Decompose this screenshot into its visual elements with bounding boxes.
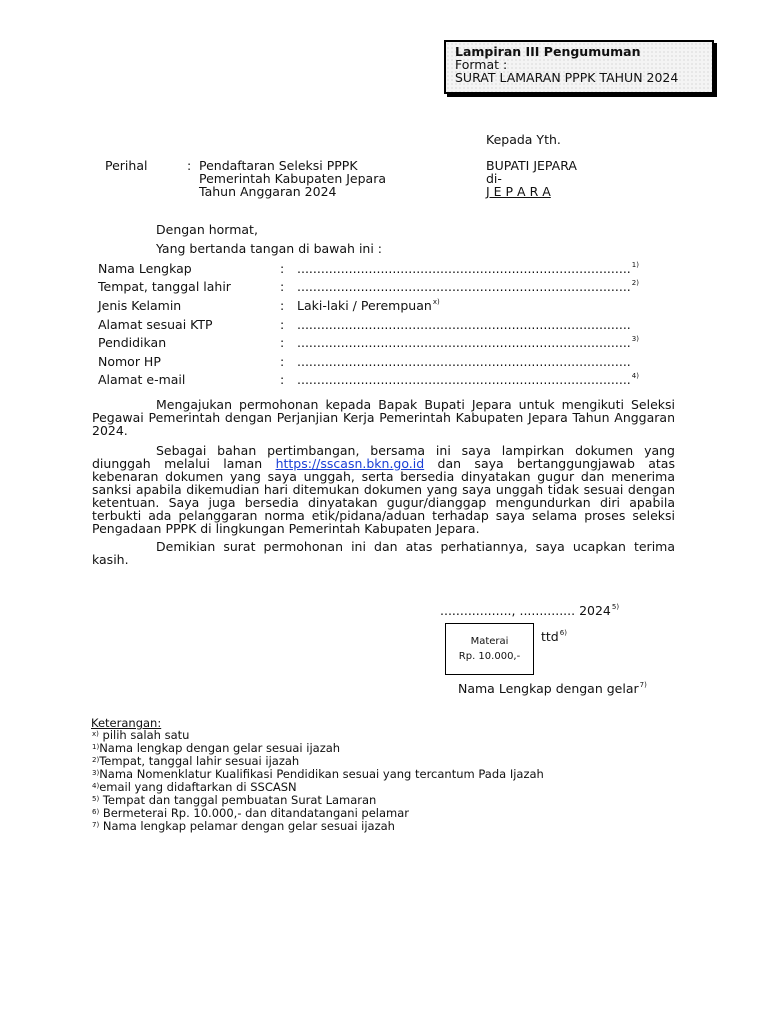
field-label: Jenis Kelamin [98,298,182,313]
paragraph-text: Demikian surat permohonan ini dan atas perhatiannya, saya ucapkan terima kasih. [92,539,675,567]
field-value-text: .................................................................................... [297,372,631,387]
field-value-text: .................................................................................... [297,261,631,276]
place-date-note: 5) [611,603,620,611]
note-text: Nama lengkap dengan gelar sesuai ijazah [99,741,341,755]
field-value [297,373,639,387]
note-text: Tempat dan tanggal pembuatan Surat Lamaran [99,793,377,807]
note-mark: 2) [92,756,100,764]
field-colon: : [280,279,285,294]
field-label: Nomor HP [98,354,161,369]
note-mark: x) [92,730,99,738]
place-date-text: .................., .............. 2024 [440,603,611,618]
field-value [297,318,632,332]
paragraph-text: dan saya bertanggungjawab atas kebenaran dokumen yang saya unggah, serta bersedia dinyatakan gugur dan menerima sanksi apabila dikemudian hari ditemukan dokumen yang saya unggah tidak sesuai dengan ketentuan. Saya juga bersedia dinyatakan gugur/dianggap mengundurkan diri apabila terbukti ada pelanggaran norma etik/pidana/aduan terhadap saya selama proses seleksi Pengadaan PPPK di lingkungan Pemerintah Kabupaten Jepara. [92,456,675,536]
field-value-text: Laki-laki / Perempuan [297,298,432,313]
field-value-text: .................................................................................... [297,354,631,369]
field-label: Tempat, tanggal lahir [98,279,231,294]
paragraph-text: Mengajukan permohonan kepada Bapak Bupati Jepara untuk mengikuti Seleksi Pegawai Pemerintah dengan Perjanjian Kerja Pemerintah Kabupaten Jepara Tahun Anggaran 2024. [92,397,675,438]
stamp-box [445,623,534,675]
note-text: Bermeterai Rp. 10.000,- dan ditandatangani pelamar [99,806,410,820]
field-label: Pendidikan [98,335,167,350]
recipient-name: BUPATI JEPARA [486,158,577,173]
signature-note: 6) [559,629,567,637]
field-colon: : [280,335,285,350]
note-mark: 5) [92,795,100,803]
note-mark: 4) [92,782,100,790]
note-mark: 6) [92,808,100,816]
subject-line: Tahun Anggaran 2024 [199,184,337,199]
field-value-text: .................................................................................... [297,335,631,350]
stamp-amount: Rp. 10.000,- [458,651,521,662]
field-note: 1) [631,261,639,269]
subject-line: Pendaftaran Seleksi PPPK [199,158,358,173]
field-colon: : [280,261,285,276]
body-paragraph [92,444,675,535]
note-item [91,820,395,833]
field-label: Nama Lengkap [98,261,192,276]
field-value [297,262,639,276]
field-note: 2) [631,279,639,287]
field-note: 4) [631,372,639,380]
note-mark: 7) [92,821,100,829]
note-text: email yang didaftarkan di SSCASN [99,780,297,794]
field-colon: : [280,372,285,387]
field-label: Alamat sesuai KTP [98,317,213,332]
attachment-title: Lampiran III Pengumuman [455,44,641,59]
field-colon: : [280,298,285,313]
place-date [440,604,619,618]
signer-name [458,682,647,696]
field-value [297,355,632,369]
subject-colon: : [187,158,192,173]
recipient-di: di- [486,171,502,186]
salutation: Dengan hormat, [156,222,258,237]
sscasn-link[interactable]: https://sscasn.bkn.go.id [275,456,425,471]
signer-name-text: Nama Lengkap dengan gelar [458,681,639,696]
field-colon: : [280,354,285,369]
field-note: 3) [631,335,639,343]
field-value [297,280,639,294]
note-mark: 3) [92,769,100,777]
subject-label: Perihal [105,158,148,173]
format-value: SURAT LAMARAN PPPK TAHUN 2024 [455,70,679,85]
attachment-header-box [444,40,714,94]
note-mark: 1) [92,743,100,751]
body-paragraph [92,398,675,437]
field-value-text: .................................................................................... [297,317,631,332]
paragraph-text: Sebagai bahan pertimbangan, bersama ini saya lampirkan dokumen yang diunggah melalui laman [92,443,675,471]
field-value-text: .................................................................................... [297,279,631,294]
field-value [297,299,440,313]
format-label: Format : [455,57,508,72]
note-text: Nama Nomenklatur Kualifikasi Pendidikan sesuai yang tercantum Pada Ijazah [99,767,544,781]
intro-line: Yang bertanda tangan di bawah ini : [156,241,383,256]
subject-line: Pemerintah Kabupaten Jepara [199,171,386,186]
note-text: Tempat, tanggal lahir sesuai ijazah [99,754,300,768]
field-value [297,336,639,350]
field-label: Alamat e-mail [98,372,186,387]
stamp-label: Materai [470,636,509,647]
field-note: x) [432,298,440,306]
field-colon: : [280,317,285,332]
signature-text: ttd [541,629,559,644]
notes-heading: Keterangan: [91,716,162,730]
note-text: pilih salah satu [98,728,190,742]
recipient-city: J E P A R A [486,184,551,199]
recipient-greeting: Kepada Yth. [486,132,561,147]
signature-mark [541,630,567,644]
signer-name-note: 7) [639,681,647,689]
note-text: Nama lengkap pelamar dengan gelar sesuai ijazah [99,819,395,833]
body-paragraph [92,540,675,566]
